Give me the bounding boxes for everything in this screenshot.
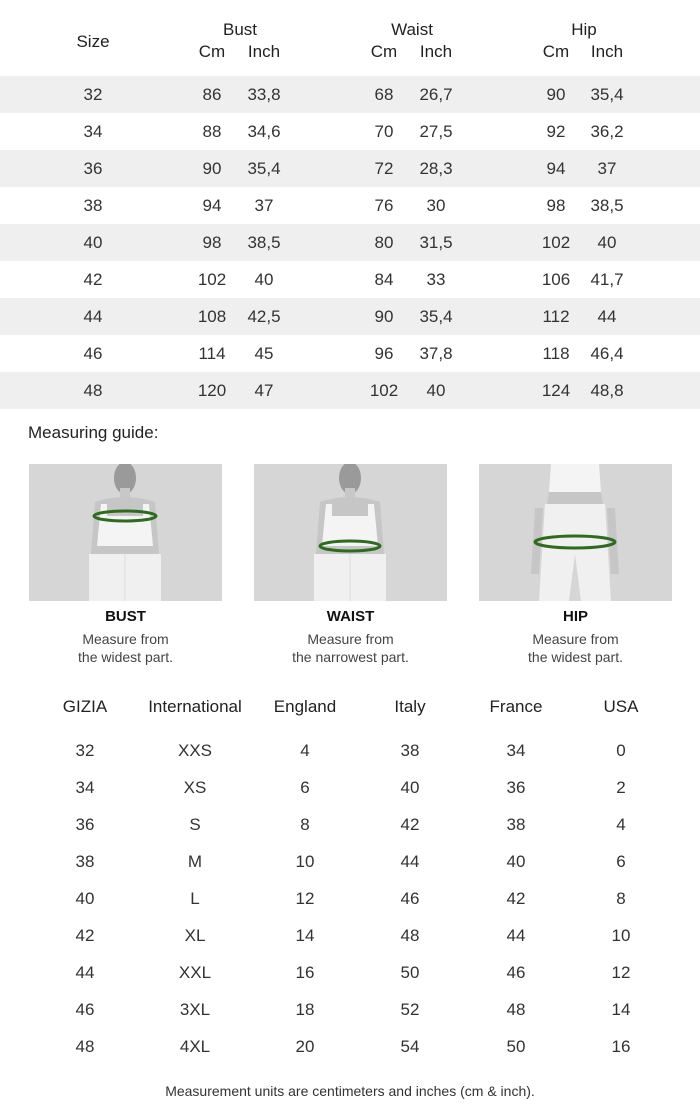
bust-in-cell: 35,4 [247, 159, 281, 178]
gizia-cell: 42 [75, 926, 95, 945]
bust-guide-desc-line1: Measure from [82, 631, 169, 647]
france-cell: 34 [506, 741, 526, 760]
table-row [0, 372, 700, 409]
hip-guide-desc-line1: Measure from [532, 631, 619, 647]
hip-in-cell: 36,2 [590, 122, 624, 141]
waist-guide-image [254, 464, 447, 601]
bust-in-cell: 37 [254, 196, 274, 215]
bust-cm-cell: 88 [202, 122, 222, 141]
waist-cm-cell: 72 [374, 159, 394, 178]
england-cell: 10 [295, 852, 315, 871]
italy-cell: 40 [400, 778, 420, 797]
bust-cm-cell: 108 [197, 307, 227, 326]
table-row [0, 76, 700, 113]
bust-guide-image [29, 464, 222, 601]
bust-cm-cell: 98 [202, 233, 222, 252]
waist-cm-cell: 80 [374, 233, 394, 252]
waist-cm-cell: 96 [374, 344, 394, 363]
usa-cell: 2 [616, 778, 626, 797]
bust-in-cell: 38,5 [247, 233, 281, 252]
size-cell: 48 [83, 381, 103, 400]
size-cell: 40 [83, 233, 103, 252]
gizia-cell: 40 [75, 889, 95, 908]
gizia-cell: 36 [75, 815, 95, 834]
italy-cell: 42 [400, 815, 420, 834]
measuring-guide-title: Measuring guide: [28, 423, 159, 442]
size-cell: 46 [83, 344, 103, 363]
usa-cell: 4 [616, 815, 626, 834]
hip-in-cell: 40 [597, 233, 617, 252]
international-cell: L [190, 889, 200, 908]
size-cell: 36 [83, 159, 103, 178]
size-cell: 42 [83, 270, 103, 289]
waist-in-cell: 28,3 [419, 159, 453, 178]
waist-cm-cell: 70 [374, 122, 394, 141]
england-cell: 12 [295, 889, 315, 908]
waist-guide-desc-line2: the narrowest part. [292, 649, 409, 665]
international-cell: XS [183, 778, 207, 797]
table-row [0, 298, 700, 335]
gizia-cell: 38 [75, 852, 95, 871]
england-cell: 14 [295, 926, 315, 945]
hip-group-header: Hip [571, 20, 597, 39]
international-cell: 4XL [179, 1037, 211, 1056]
hip-in-cell: 46,4 [590, 344, 624, 363]
bust-cm-cell: 114 [198, 344, 226, 363]
waist-group-header: Waist [391, 20, 433, 39]
waist-in-cell: 31,5 [419, 233, 453, 252]
bust-in-cell: 45 [254, 344, 274, 363]
hip-in-cell: 44 [597, 307, 617, 326]
bust-cm-cell: 102 [197, 270, 227, 289]
waist-in-cell: 37,8 [419, 344, 453, 363]
usa-cell: 12 [611, 963, 631, 982]
waist-in-cell: 33 [426, 270, 446, 289]
hip-cm-cell: 90 [546, 85, 566, 104]
usa-cell: 10 [611, 926, 631, 945]
table-row [0, 150, 700, 187]
waist-cm-cell: 68 [374, 85, 394, 104]
hip-in-cell: 41,7 [590, 270, 624, 289]
bust-cm-cell: 120 [197, 381, 227, 400]
usa-cell: 8 [616, 889, 626, 908]
england-cell: 18 [295, 1000, 315, 1019]
size-cell: 34 [83, 122, 103, 141]
international-cell: XL [184, 926, 206, 945]
measurement-table-header [0, 0, 700, 76]
france-cell: 42 [506, 889, 526, 908]
england-cell: 16 [295, 963, 315, 982]
usa-column-header: USA [603, 697, 639, 716]
gizia-column-header: GIZIA [62, 697, 108, 716]
hip-in-cell: 37 [597, 159, 617, 178]
waist-guide-desc-line1: Measure from [307, 631, 394, 647]
bust-guide-desc-line2: the widest part. [78, 649, 173, 665]
size-cell: 44 [83, 307, 103, 326]
bust-in-cell: 40 [254, 270, 274, 289]
hip-guide-desc-line2: the widest part. [528, 649, 623, 665]
hip-cm-header: Cm [542, 42, 570, 61]
england-cell: 4 [300, 741, 310, 760]
hip-cm-cell: 118 [542, 344, 570, 363]
gizia-cell: 48 [75, 1037, 95, 1056]
waist-cm-cell: 84 [374, 270, 394, 289]
hip-cm-cell: 94 [546, 159, 566, 178]
gizia-cell: 44 [75, 963, 95, 982]
size-column-header: Size [76, 32, 110, 51]
waist-in-cell: 30 [426, 196, 446, 215]
hip-inch-header: Inch [590, 42, 624, 61]
usa-cell: 16 [611, 1037, 631, 1056]
waist-in-cell: 35,4 [419, 307, 453, 326]
table-row [0, 261, 700, 298]
italy-cell: 48 [400, 926, 420, 945]
usa-cell: 0 [616, 741, 626, 760]
france-cell: 50 [506, 1037, 526, 1056]
gizia-cell: 32 [75, 741, 95, 760]
waist-guide-description [254, 630, 447, 666]
waist-in-cell: 40 [426, 381, 446, 400]
hip-cm-cell: 124 [541, 381, 571, 400]
waist-cm-cell: 90 [374, 307, 394, 326]
waist-in-cell: 26,7 [419, 85, 453, 104]
france-cell: 40 [506, 852, 526, 871]
units-footnote: Measurement units are centimeters and inches (cm & inch). [165, 1083, 535, 1099]
usa-cell: 6 [616, 852, 626, 871]
hip-cm-cell: 98 [546, 196, 566, 215]
france-cell: 44 [506, 926, 526, 945]
hip-in-cell: 38,5 [590, 196, 624, 215]
waist-cm-header: Cm [370, 42, 398, 61]
bust-in-cell: 33,8 [247, 85, 281, 104]
table-row [0, 113, 700, 150]
france-column-header: France [489, 697, 543, 716]
england-cell: 6 [300, 778, 310, 797]
italy-cell: 54 [400, 1037, 420, 1056]
waist-in-cell: 27,5 [419, 122, 453, 141]
bust-guide-description [29, 630, 222, 666]
gizia-cell: 34 [75, 778, 95, 797]
waist-inch-header: Inch [419, 42, 453, 61]
table-row [0, 335, 700, 372]
hip-guide-image [479, 464, 672, 601]
hip-cm-cell: 102 [541, 233, 571, 252]
international-cell: M [187, 852, 203, 871]
bust-cm-header: Cm [198, 42, 226, 61]
table-row [0, 187, 700, 224]
gizia-cell: 46 [75, 1000, 95, 1019]
bust-guide-label: BUST [105, 608, 146, 625]
international-cell: 3XL [179, 1000, 211, 1019]
italy-column-header: Italy [394, 697, 426, 716]
bust-cm-cell: 86 [202, 85, 222, 104]
hip-guide-description [479, 630, 672, 666]
bust-in-cell: 47 [254, 381, 274, 400]
bust-cm-cell: 94 [202, 196, 222, 215]
bust-cm-cell: 90 [202, 159, 222, 178]
international-cell: S [189, 815, 201, 834]
france-cell: 38 [506, 815, 526, 834]
hip-guide-label: HIP [562, 608, 588, 625]
italy-cell: 52 [400, 1000, 420, 1019]
hip-in-cell: 48,8 [590, 381, 624, 400]
waist-cm-cell: 76 [374, 196, 394, 215]
waist-guide-label: WAIST [326, 608, 375, 625]
international-cell: XXL [178, 963, 212, 982]
france-cell: 36 [506, 778, 526, 797]
table-row [0, 224, 700, 261]
england-cell: 8 [300, 815, 310, 834]
italy-cell: 46 [400, 889, 420, 908]
hip-cm-cell: 112 [542, 307, 570, 326]
bust-inch-header: Inch [247, 42, 281, 61]
international-column-header: International [148, 697, 242, 716]
size-cell: 32 [83, 85, 103, 104]
italy-cell: 50 [400, 963, 420, 982]
italy-cell: 38 [400, 741, 420, 760]
bust-in-cell: 34,6 [247, 122, 281, 141]
france-cell: 46 [506, 963, 526, 982]
international-cell: XXS [177, 741, 213, 760]
bust-in-cell: 42,5 [247, 307, 281, 326]
hip-cm-cell: 92 [546, 122, 566, 141]
usa-cell: 14 [611, 1000, 631, 1019]
england-column-header: England [273, 697, 337, 716]
france-cell: 48 [506, 1000, 526, 1019]
hip-in-cell: 35,4 [590, 85, 624, 104]
italy-cell: 44 [400, 852, 420, 871]
bust-group-header: Bust [222, 20, 258, 39]
size-cell: 38 [83, 196, 103, 215]
waist-cm-cell: 102 [369, 381, 399, 400]
england-cell: 20 [295, 1037, 315, 1056]
hip-cm-cell: 106 [541, 270, 571, 289]
